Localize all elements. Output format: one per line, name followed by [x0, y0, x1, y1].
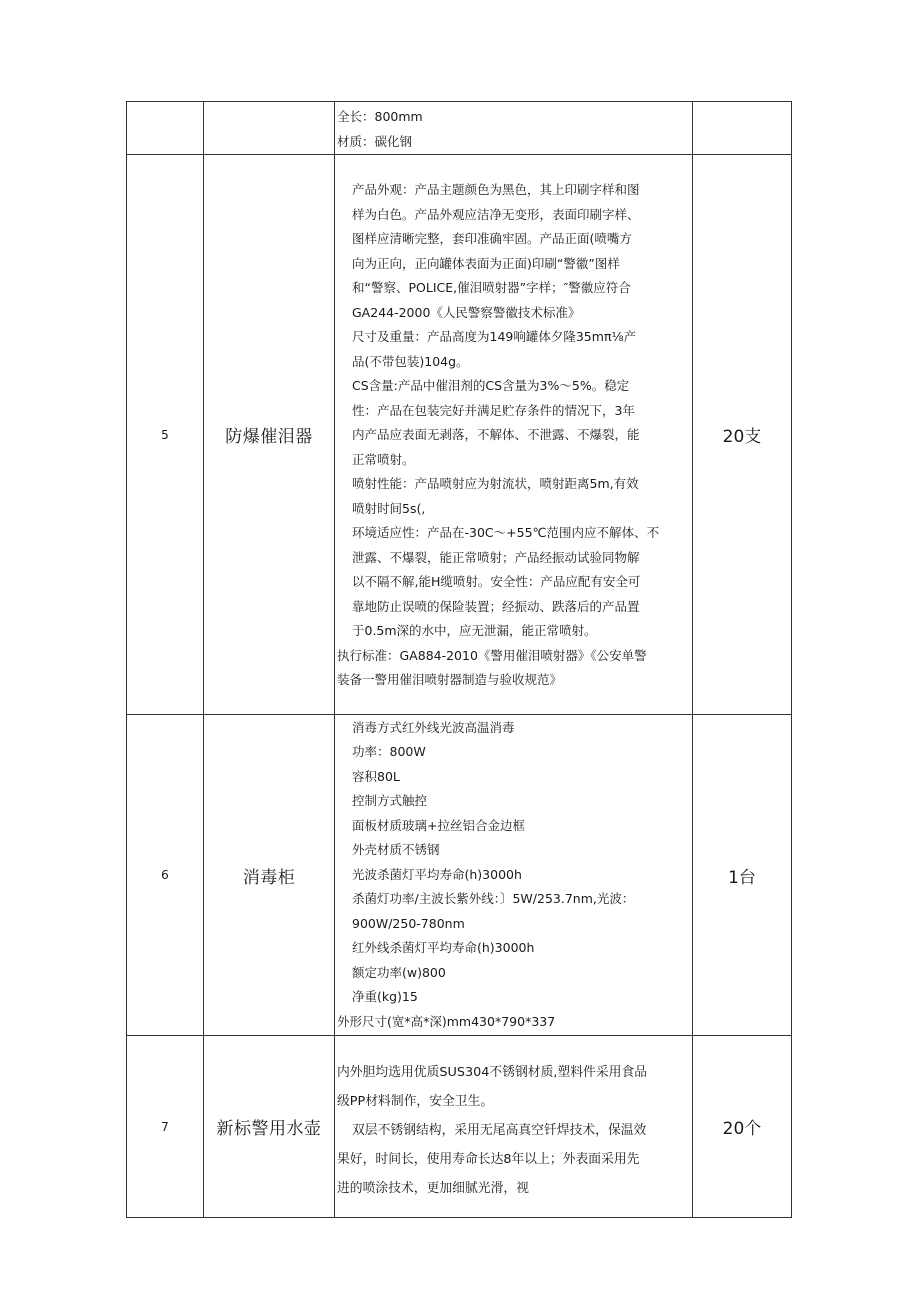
spec-line: 泄露、不爆裂，能正常喷射；产品经振动试验同物解 — [352, 549, 640, 565]
spec-line: 功率：800W — [352, 744, 426, 760]
spec-line: 额定功率(w)800 — [352, 964, 446, 980]
spec-line: 光波杀菌灯平均寿命(h)3000h — [352, 866, 522, 882]
item-spec — [335, 715, 693, 1036]
spec-line: 内产品应表面无剥落，不解体、不泄露、不爆裂，能 — [352, 427, 640, 443]
spec-line: 消毒方式红外线光波高温消毒 — [352, 719, 515, 735]
spec-line: 装备一警用催泪喷射器制造与验收规范》 — [337, 672, 563, 688]
spec-table — [126, 101, 792, 1218]
item-name: 防爆催泪器 — [204, 155, 335, 715]
spec-line: 红外线杀菌灯平均寿命(h)3000h — [352, 940, 535, 956]
spec-line: 净重(kg)15 — [352, 989, 418, 1005]
spec-line: 图样应清晰完整，套印准确牢固。产品正面(喷嘴方 — [352, 231, 632, 247]
row-number: 7 — [127, 1036, 204, 1218]
spec-line: 外形尺寸(宽*高*深)mm430*790*337 — [337, 1013, 556, 1029]
item-name — [204, 102, 335, 155]
item-spec — [335, 102, 693, 155]
table-row — [127, 102, 792, 155]
item-quantity: 1台 — [693, 715, 792, 1036]
item-spec — [335, 1036, 693, 1218]
row-number — [127, 102, 204, 155]
spec-line: 杀菌灯功率/主波长紫外线：〕5W∕253.7nm,光波： — [352, 891, 635, 907]
spec-line: 内外胆均选用优质SUS304不锈钢材质,塑料件采用食品 — [337, 1065, 648, 1080]
spec-line: 全长：800mm — [337, 109, 423, 124]
spec-line: 于0.5m深的水中，应无泄漏，能正常喷射。 — [352, 623, 597, 639]
spec-line: 正常喷射。 — [352, 451, 415, 467]
item-spec — [335, 155, 693, 715]
spec-line: 材质：碳化钢 — [337, 133, 413, 149]
spec-line: 向为正向，正向罐体表面为正面)印刷“警徽”图样 — [352, 255, 620, 271]
item-quantity: 20个 — [693, 1036, 792, 1218]
row-number: 6 — [127, 715, 204, 1036]
spec-line: 喷射时间5s(, — [352, 500, 426, 516]
spec-line: 果好，时间长，使用寿命长达8年以上；外表面采用先 — [337, 1152, 640, 1167]
spec-line: 面板材质玻璃+拉丝铝合金边框 — [352, 817, 525, 833]
spec-line: 以不隔不解,能H缆喷射。安全性：产品应配有安全可 — [352, 574, 641, 590]
spec-line: 外壳材质不锈钢 — [352, 842, 440, 858]
spec-line: 控制方式触控 — [352, 793, 428, 809]
spec-line: 尺寸及重量：产品高度为149响罐体夕隆35mπ⅛产 — [352, 329, 637, 345]
item-quantity: 20支 — [693, 155, 792, 715]
item-quantity — [693, 102, 792, 155]
spec-line: 产品外观：产品主题颜色为黑色，其上印刷字样和图 — [352, 182, 640, 198]
table-row — [127, 155, 792, 715]
table-row — [127, 1036, 792, 1218]
item-name: 消毒柜 — [204, 715, 335, 1036]
spec-line: 级PP材料制作，安全卫生。 — [337, 1094, 494, 1109]
spec-line: 双层不锈钢结构，采用无尾高真空钎焊技术，保温效 — [352, 1123, 647, 1138]
spec-line: 执行标准：GA884-2010《警用催泪喷射器》《公安单警 — [337, 647, 647, 663]
spec-line: 进的喷涂技术，更加细腻光滑，视 — [337, 1181, 529, 1196]
row-number: 5 — [127, 155, 204, 715]
spec-line: 和“警察、POLICE,催泪喷射器”字样；″警徽应符合 — [352, 280, 631, 296]
spec-line: 靠地防止误喷的保险装置；经振动、跌落后的产品置 — [352, 598, 640, 614]
spec-line: CS含量:产品中催泪剂的CS含量为3%～5%。稳定 — [352, 378, 630, 394]
item-name: 新标警用水壶 — [204, 1036, 335, 1218]
spec-line: 900W∕250-780nm — [352, 915, 465, 931]
spec-line: 喷射性能：产品喷射应为射流状，喷射距离5m,有效 — [352, 476, 639, 492]
spec-line: 品(不带包装)104g。 — [352, 353, 469, 369]
spec-line: GA244-2000《人民警察警徽技术标准》 — [352, 304, 581, 320]
table-row — [127, 715, 792, 1036]
spec-line: 容积80L — [352, 768, 400, 784]
spec-line: 性：产品在包装完好并满足贮存条件的情况下，3年 — [352, 402, 635, 418]
spec-line: 环境适应性：产品在-30C～+55℃范围内应不解体、不 — [352, 525, 660, 541]
spec-line: 样为白色。产品外观应洁净无变形，表面印刷字样、 — [352, 206, 640, 222]
